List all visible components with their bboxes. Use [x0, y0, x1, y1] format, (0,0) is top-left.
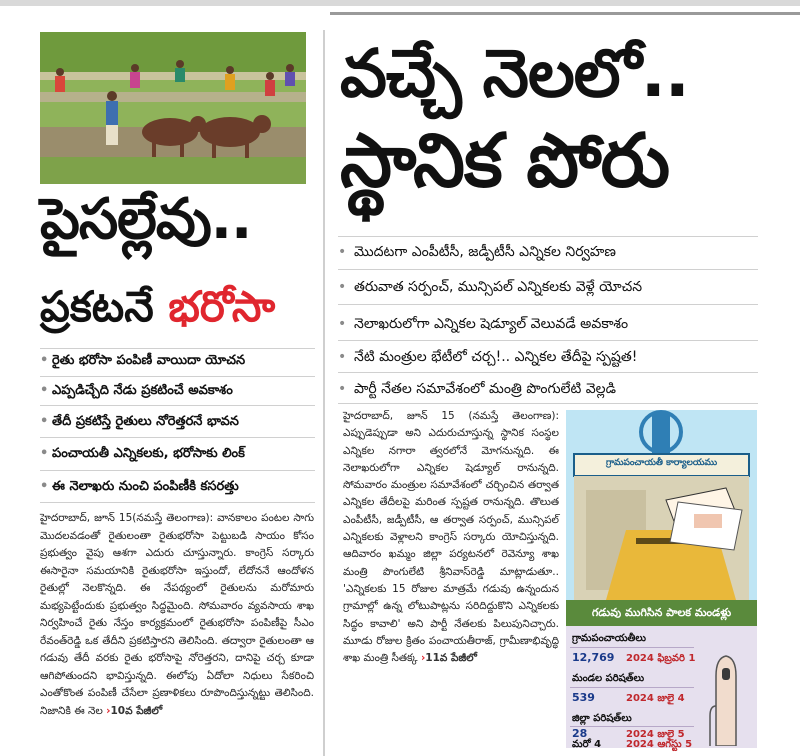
bullet-rule: [40, 348, 315, 349]
row-rule: [570, 647, 694, 648]
extra-date: 2024 ఆగస్టు 5: [626, 739, 693, 750]
left-bullet: • ఎప్పడిచ్చేది నేడు ప్రకటించే అవకాశం: [40, 383, 233, 398]
ballot-illustration: [566, 410, 757, 600]
right-headline-line2: స్థానిక పోరు: [340, 118, 670, 204]
right-bullet-text: తరువాత సర్పంచ్, మున్సిపల్ ఎన్నికలకు వెళ్లే యోచన: [354, 279, 643, 295]
extra-count: మరో 4: [572, 739, 602, 750]
left-bullet: • ఈ నెలాఖరు నుంచి పంపిణీకి కసరత్తు: [40, 479, 239, 494]
right-article-body: [343, 408, 559, 667]
row-rule: [570, 726, 694, 727]
bullet-rule: [40, 437, 315, 438]
left-article-text: హైదరాబాద్, జూన్ 15(నమస్తే తెలంగాణ): వానకాలం పంటల సాగు మొదలవడంతో రైతులంతా రైతుభరోసా పెట్టుబడి సాయం కోసం ప్రభుత్వం వైపు ఆశగా ఎదురు చూస్తున్నారు. కాంగ్రెస్ సర్కారు ఈసారైనా సమయానికి రైతుభరోసా ఇస్తుందో, లేదోననే ఆందోళన రైతుల్లో నెలకొన్నది. ఈ నేపథ్యంలో రైతులను మరోమారు మభ్యపెట్టేందుకు ప్రభుత్వం సిద్ధమైంది. సోమవారం వ్యవసాయ శాఖ నిర్వహించే రైతు నేస్తం కార్యక్రమంలో రైతుభరోసా పంపిణీపై సీఎం రేవంత్‌రెడ్డి ఒక తేదీని ప్రకటిస్తారని తెలిసింది. తద్వారా రైతులంతా ఆ గడువు తేదీ వరకు రైతు భరోసాపై నోరెత్తరని, దానిపై చర్చ కూడా ఆగిపోతుందని భావిస్తున్నది. ఈలోపు ఏదోలా నిధులు సేకరించి ఎంతోకొంత పంపిణీ చేసేలా ప్రణాళికలు రూపొందిస్తున్నట్టు తెలిసింది. నిజానికి ఈ నెల: [40, 512, 314, 717]
right-bullet: • నెలాఖరులోగా ఎన్నికల షెడ్యూల్ వెలువడే అవకాశం: [338, 316, 629, 332]
row-date: 2024 ఫిబ్రవరి 1: [626, 653, 696, 664]
row-count: 12,769: [572, 651, 615, 664]
row-count: 28: [572, 727, 588, 740]
row-label: గ్రామపంచాయతీలు: [572, 633, 646, 644]
bullet-rule: [338, 372, 758, 373]
expired-councils-banner: గడువు ముగిసిన పాలక మండళ్లు: [566, 600, 757, 626]
right-article-text: హైదరాబాద్, జూన్ 15 (నమస్తే తెలంగాణ): ఎప్పుడెప్పుడా అని ఎదురుచూస్తున్న స్థానిక సంస్థల ఎన్నికల నగారా త్వరలోనే మోగనున్నది. ఈ నెలాఖరులోగా ఎన్నికల షెడ్యూల్ రానున్నది. సోమవారం మంత్రుల సమావేశంలో చర్చించిన తర్వాత ఎన్నికల తేదీలపై మరింత స్పష్టత రానున్నది. తొలుత ఎంపీటీసీ, జడ్పీటీసీ, ఆ తర్వాత సర్పంచ్, మున్సిపల్ ఎన్నికలకు వెళ్లాలని కాంగ్రెస్ సర్కారు యోచిస్తున్నది. ఆదివారం ఖమ్మం జిల్లా పర్యటనలో రెవెన్యూ శాఖ మంత్రి పొంగులేటి శ్రీనివాస్‌రెడ్డి మాట్లాడుతూ.. 'ఎన్నికలకు 15 రోజుల మాత్రమే గడువు ఉన్నందున గ్రామాల్లో ఉన్న లోటుపాట్లను సరిదిద్దుకొని ఎన్నికలకు సిద్ధం కావాలి' అని పార్టీ నేతలకు పిలుపునిచ్చారు. మూడు రోజుల క్రితం పంచాయతీరాజ్, గ్రామీణాభివృద్ధి శాఖ మంత్రి సీతక్క: [343, 410, 559, 665]
right-bullet: • నేటి మంత్రుల భేటీలో చర్చ!.. ఎన్నికల తేదీపై స్పష్టత!: [338, 349, 638, 365]
row-count: 539: [572, 691, 595, 704]
left-article-body: [40, 510, 314, 720]
left-headline: పైసల్లేవు..: [40, 187, 252, 252]
right-continued[interactable]: ›11వ పేజీలో: [420, 652, 477, 665]
left-subheadline-red: భరోసా: [168, 282, 276, 331]
column-divider: [323, 30, 325, 756]
left-bullet-text: పంచాయతీ ఎన్నికలకు, భరోసాకు లింక్: [52, 446, 245, 461]
page-top-band: [0, 0, 800, 6]
bullet-rule: [40, 405, 315, 406]
farm-photo: [40, 32, 306, 184]
left-bullet: • తేదీ ప్రకటిస్తే రైతులు నోరెత్తరనే భావన: [40, 414, 239, 429]
left-continued[interactable]: ›10వ పేజీలో: [106, 704, 163, 717]
bullet-rule: [338, 269, 758, 270]
right-bullet: • పార్టీ నేతల సమావేశంలో మంత్రి పొంగులేటి వెల్లడి: [338, 381, 616, 397]
panchayat-infographic: [566, 410, 757, 748]
row-rule: [570, 687, 694, 688]
right-bullet-text: నేటి మంత్రుల భేటీలో చర్చ!.. ఎన్నికల తేదీపై స్పష్టత!: [354, 349, 638, 365]
row-date: 2024 జులై 4: [626, 693, 685, 704]
right-bullet: • మొదటగా ఎంపీటీసీ, జడ్పీటీసీ ఎన్నికల నిర్వహణ: [338, 244, 616, 260]
right-bullet: • తరువాత సర్పంచ్, మున్సిపల్ ఎన్నికలకు వెళ్లే యోచన: [338, 279, 643, 295]
bullet-rule: [338, 236, 758, 237]
bullet-rule: [338, 304, 758, 305]
top-rule: [330, 12, 800, 15]
left-bullet-text: రైతు భరోసా పంపిణీ వాయిదా యోచన: [52, 353, 246, 368]
left-bullet-text: ఈ నెలాఖరు నుంచి పంపిణీకి కసరత్తు: [52, 479, 239, 494]
bullet-rule: [338, 340, 758, 341]
row-label: మండల పరిషత్‌లు: [572, 673, 645, 684]
left-bullet-text: ఎప్పడిచ్చేది నేడు ప్రకటించే అవకాశం: [52, 383, 233, 398]
left-bullet: • రైతు భరోసా పంపిణీ వాయిదా యోచన: [40, 353, 246, 368]
bullet-rule: [40, 376, 315, 377]
inked-finger-illustration: [706, 636, 746, 746]
right-continued-label: 11వ పేజీలో: [425, 652, 477, 665]
panchayat-office-sign: గ్రామపంచాయతీ కార్యాలయము: [605, 458, 718, 468]
right-bullet-text: మొదటగా ఎంపీటీసీ, జడ్పీటీసీ ఎన్నికల నిర్వహణ: [354, 244, 616, 260]
left-subheadline: [40, 282, 275, 332]
right-bullet-text: నెలాఖరులోగా ఎన్నికల షెడ్యూల్ వెలువడే అవకాశం: [354, 316, 629, 332]
bullet-rule: [40, 502, 315, 503]
left-subheadline-black: ప్రకటనే: [40, 282, 169, 331]
right-headline: వచ్చే నెలలో..: [340, 35, 689, 112]
left-bullet: • పంచాయతీ ఎన్నికలకు, భరోసాకు లింక్: [40, 446, 245, 461]
row-label: జిల్లా పరిషత్‌లు: [572, 713, 632, 724]
right-bullet-text: పార్టీ నేతల సమావేశంలో మంత్రి పొంగులేటి వెల్లడి: [354, 381, 616, 397]
left-continued-label: 10వ పేజీలో: [110, 704, 163, 717]
left-bullet-text: తేదీ ప్రకటిస్తే రైతులు నోరెత్తరనే భావన: [52, 414, 239, 429]
bullet-rule: [40, 470, 315, 471]
row-date: 2024 జులై 5: [626, 729, 685, 740]
bullet-rule: [338, 403, 758, 404]
